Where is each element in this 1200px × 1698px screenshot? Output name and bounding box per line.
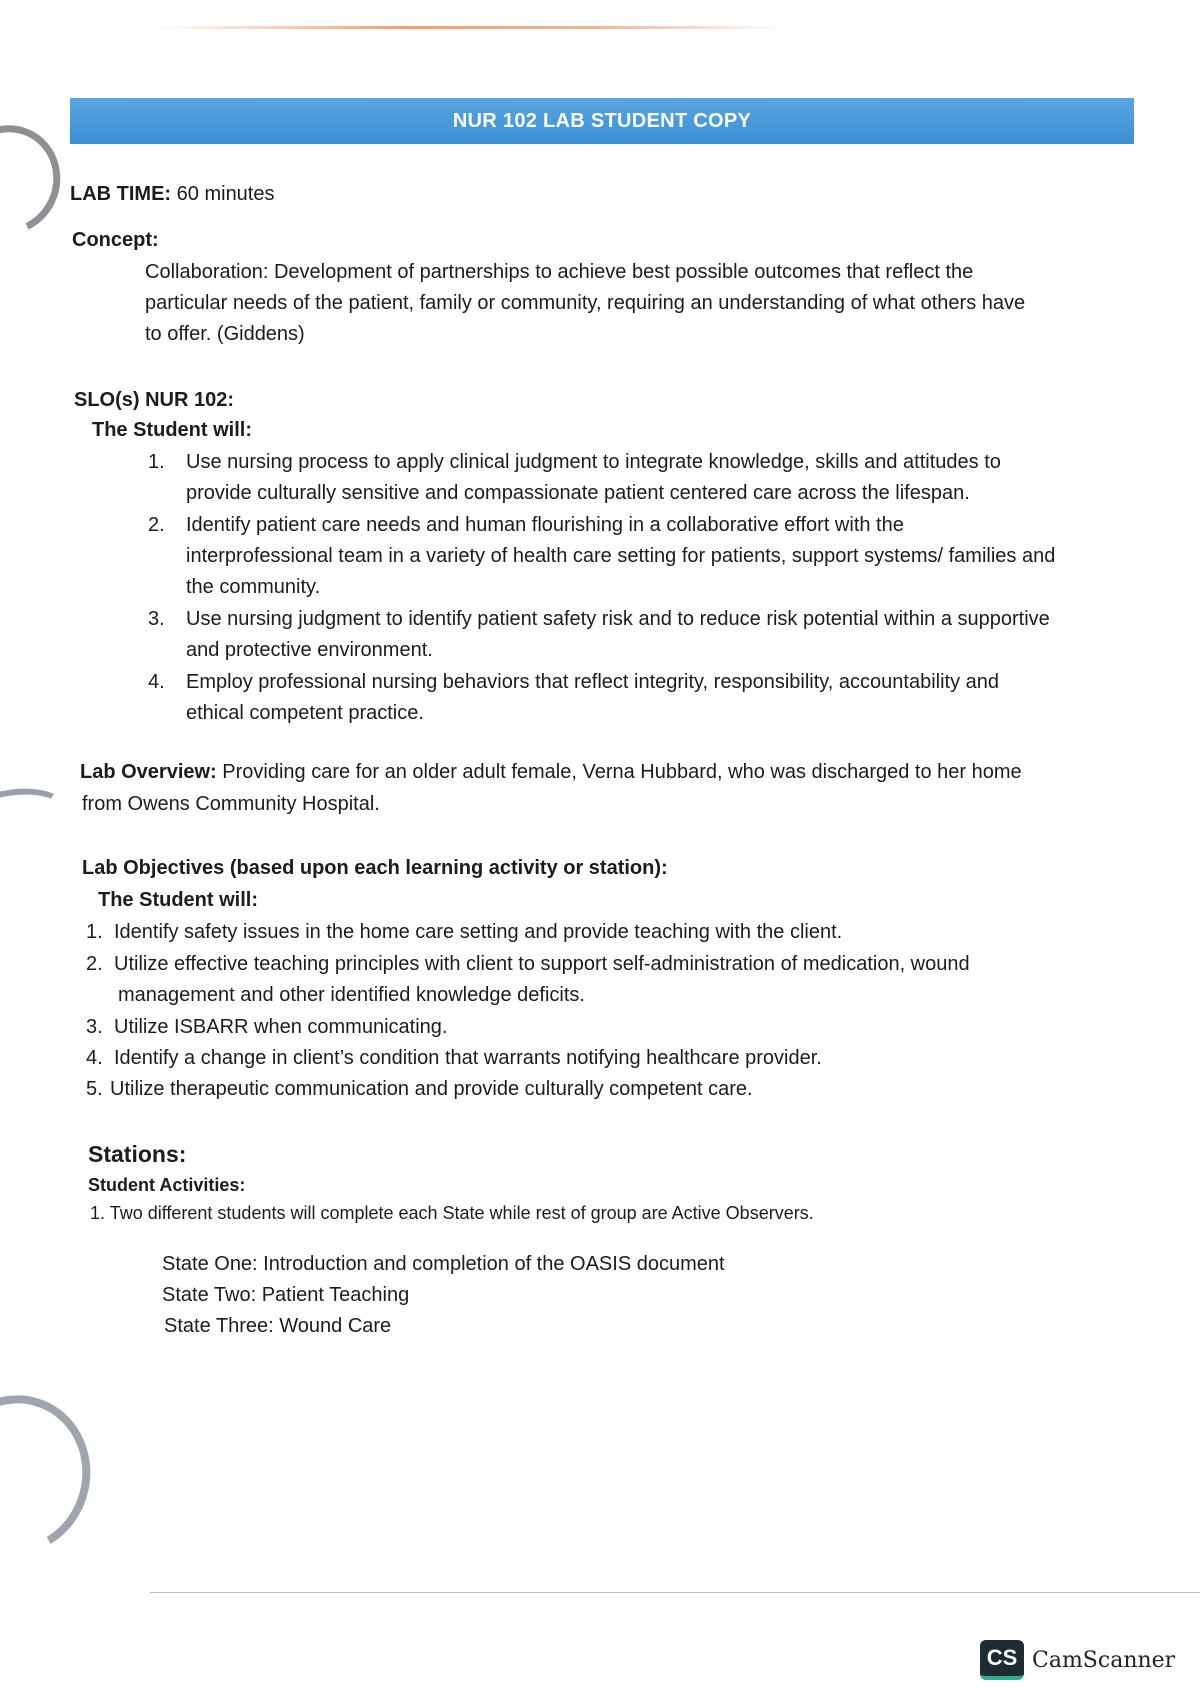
camscanner-watermark [980, 1640, 1175, 1680]
lab-time [70, 182, 275, 207]
slo-item-text: Employ professional nursing behaviors that reflect integrity, responsibility, accountability and [186, 671, 1000, 693]
state-item: State Two: Patient Teaching [162, 1284, 410, 1306]
student-activity-item: 1. Two different students will complete each State while rest of group are Active Observers. [90, 1203, 814, 1223]
slo-item-number: 3. [148, 608, 165, 630]
lab-objectives-heading: Lab Objectives (based upon each learning activity or station): [82, 857, 668, 879]
lab-objectives-subheading: The Student will: [98, 889, 258, 911]
slo-item-number: 1. [148, 451, 165, 473]
lab-overview-line: from Owens Community Hospital. [82, 793, 380, 815]
slo-item-text: ethical competent practice. [186, 702, 424, 724]
slo-item-text: Identify patient care needs and human flourishing in a collaborative effort with the [186, 514, 904, 536]
objective-number: 5. [86, 1078, 103, 1100]
state-item: State One: Introduction and completion of the OASIS document [162, 1253, 725, 1275]
camscanner-brand: CamScanner [1032, 1647, 1176, 1673]
objective-text: management and other identified knowledge deficits. [118, 984, 585, 1006]
student-activities-heading: Student Activities: [88, 1175, 246, 1195]
page-bottom-edge [150, 1592, 1200, 1593]
objective-text: Utilize therapeutic communication and provide culturally competent care. [110, 1078, 753, 1100]
concept-line: particular needs of the patient, family or community, requiring an understanding of what others have [145, 292, 1026, 314]
slo-subheading: The Student will: [92, 419, 252, 441]
concept-heading: Concept: [72, 229, 159, 251]
stations-heading: Stations: [88, 1141, 187, 1167]
slo-item-number: 4. [148, 671, 165, 693]
objective-number: 3. [86, 1016, 103, 1038]
slo-item-text: interprofessional team in a variety of health care setting for patients, support systems/ families and [186, 545, 1056, 567]
objective-text: Utilize effective teaching principles with client to support self-administration of medication, wound [114, 953, 970, 975]
scan-top-edge [150, 26, 790, 29]
objective-number: 4. [86, 1047, 103, 1069]
lab-overview [80, 760, 1022, 785]
slo-heading: SLO(s) NUR 102: [74, 389, 235, 411]
camscanner-logo-icon: CS [980, 1640, 1024, 1680]
binder-ring-middle [0, 780, 74, 860]
lab-overview-label: Lab Overview: [80, 761, 217, 783]
binder-ring-top [0, 110, 76, 249]
concept-line: Collaboration: Development of partnerships to achieve best possible outcomes that reflect the [145, 261, 974, 283]
lab-time-label: LAB TIME: [70, 183, 172, 205]
state-item: State Three: Wound Care [164, 1315, 392, 1337]
binder-ring-bottom [0, 1378, 108, 1571]
lab-time-value: 60 minutes [176, 183, 275, 205]
slo-item-text: the community. [186, 576, 321, 598]
slo-item-number: 2. [148, 514, 165, 536]
slo-item-text: and protective environment. [186, 639, 433, 661]
lab-overview-text: Providing care for an older adult female, Verna Hubbard, who was discharged to her home [222, 761, 1022, 783]
slo-item-text: Use nursing process to apply clinical judgment to integrate knowledge, skills and attitudes to [186, 451, 1001, 473]
objective-text: Identify safety issues in the home care setting and provide teaching with the client. [114, 921, 843, 943]
document-title: NUR 102 LAB STUDENT COPY [452, 109, 752, 132]
objective-text: Identify a change in client’s condition that warrants notifying healthcare provider. [114, 1047, 822, 1069]
objective-text: Utilize ISBARR when communicating. [114, 1016, 448, 1038]
slo-item-text: provide culturally sensitive and compassionate patient centered care across the lifespan. [186, 482, 970, 504]
document-header-bar [70, 98, 1134, 144]
slo-item-text: Use nursing judgment to identify patient safety risk and to reduce risk potential within a supportive [186, 608, 1050, 630]
concept-line: to offer. (Giddens) [145, 323, 305, 345]
objective-number: 2. [86, 953, 103, 975]
objective-number: 1. [86, 921, 103, 943]
